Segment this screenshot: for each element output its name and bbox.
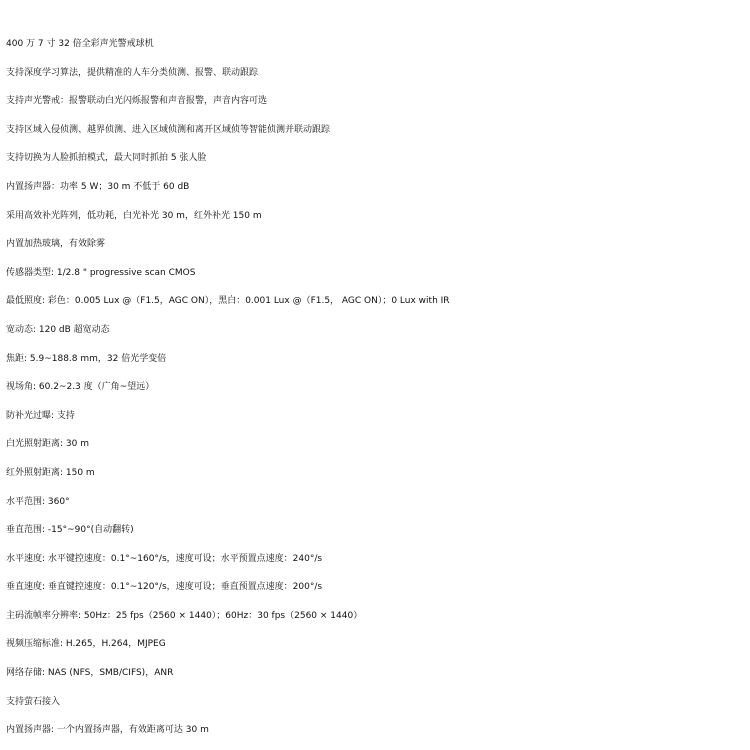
spec-line-ezviz-access: 支持萤石接入 [6, 696, 61, 707]
spec-line-built-in-speaker: 内置扬声器: 一个内置扬声器，有效距离可达 30 m [6, 725, 209, 736]
spec-line-speaker-power: 内置扬声器：功率 5 W；30 m 不低于 60 dB [6, 181, 190, 192]
spec-line-video-compression: 视频压缩标准: H.265，H.264，MJPEG [6, 639, 166, 650]
spec-line-sound-light-alarm: 支持声光警戒：报警联动白光闪烁报警和声音报警，声音内容可选 [6, 96, 268, 107]
product-title: 400 万 7 寸 32 倍全彩声光警戒球机 [6, 39, 154, 49]
spec-line-field-of-view: 视场角: 60.2~2.3 度（广角~望远） [6, 382, 155, 393]
spec-line-anti-overexposure: 防补光过曝: 支持 [6, 410, 75, 421]
spec-line-main-stream: 主码流帧率分辨率: 50Hz：25 fps（2560 × 1440）；60Hz：30 fps（2560 × 1440） [6, 610, 363, 621]
spec-line-focal-length: 焦距: 5.9~188.8 mm，32 倍光学变倍 [6, 353, 167, 364]
spec-line-tilt-speed: 垂直速度: 垂直键控速度：0.1°~120°/s，速度可设；垂直预置点速度：200°/s [6, 582, 323, 593]
spec-line-min-illumination: 最低照度: 彩色：0.005 Lux @（F1.5，AGC ON），黑白：0.001 Lux @（F1.5， AGC ON）；0 Lux with IR [6, 296, 450, 307]
spec-line-illumination-array: 采用高效补光阵列，低功耗，白光补光 30 m，红外补光 150 m [6, 210, 262, 221]
spec-list [6, 30, 750, 745]
spec-line-white-light-distance: 白光照射距离: 30 m [6, 439, 89, 450]
spec-line-heated-glass: 内置加热玻璃，有效除雾 [6, 239, 106, 250]
spec-line-deep-learning: 支持深度学习算法，提供精准的人车分类侦测、报警、联动跟踪 [6, 67, 259, 78]
spec-line-pan-speed: 水平速度: 水平键控速度：0.1°~160°/s，速度可设；水平预置点速度：240°/s [6, 553, 323, 564]
spec-line-face-capture: 支持切换为人脸抓拍模式，最大同时抓拍 5 张人脸 [6, 153, 207, 164]
spec-line-ir-distance: 红外照射距离: 150 m [6, 467, 95, 478]
spec-line-smart-detection: 支持区域入侵侦测、越界侦测、进入区域侦测和离开区域侦等智能侦测并联动跟踪 [6, 124, 331, 135]
spec-line-sensor-type: 传感器类型: 1/2.8 " progressive scan CMOS [6, 267, 196, 278]
spec-line-wdr: 宽动态: 120 dB 超宽动态 [6, 324, 110, 335]
spec-line-network-storage: 网络存储: NAS (NFS，SMB/CIFS)，ANR [6, 668, 174, 679]
spec-line-pan-range: 水平范围: 360° [6, 496, 70, 507]
spec-line-tilt-range: 垂直范围: -15°~90°(自动翻转) [6, 525, 134, 536]
